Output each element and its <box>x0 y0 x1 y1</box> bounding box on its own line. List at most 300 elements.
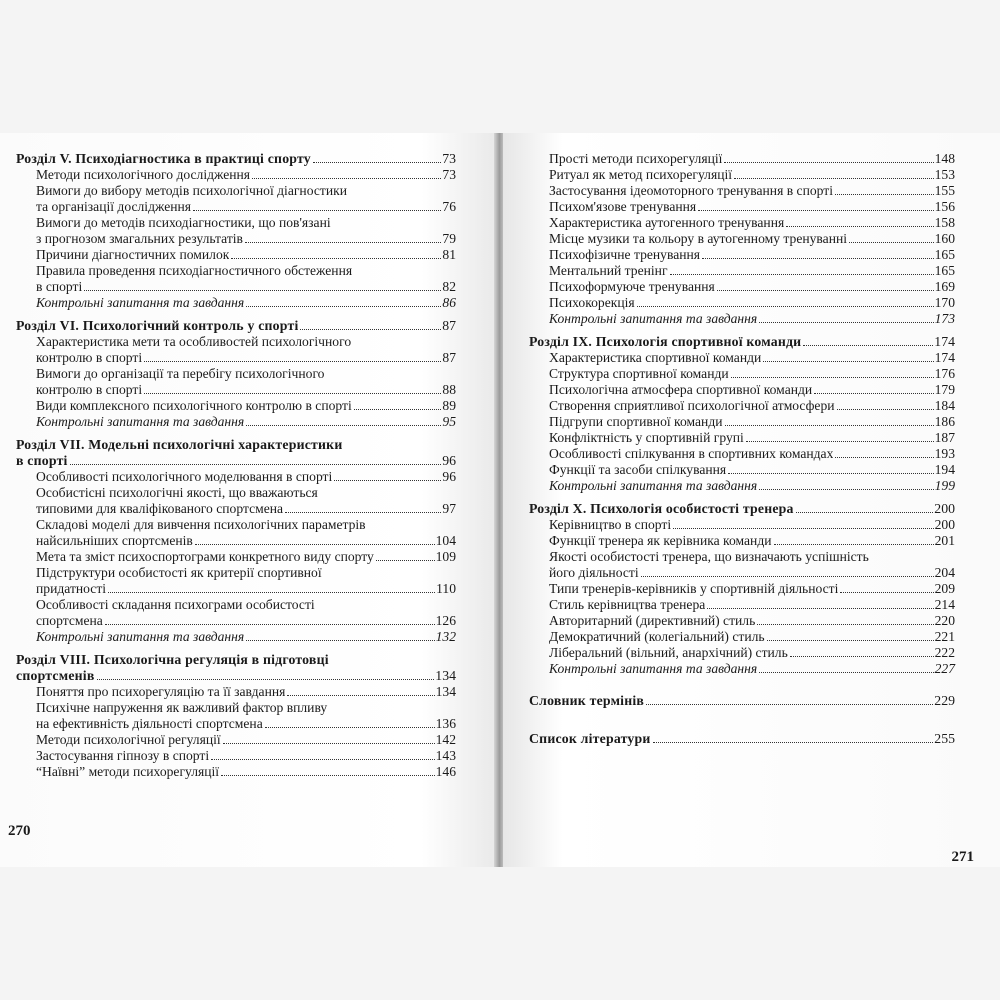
page-ref: 82 <box>442 279 456 294</box>
page-ref: 173 <box>934 311 955 326</box>
page-ref: 201 <box>934 533 955 548</box>
section-heading-block <box>16 437 456 469</box>
toc-item <box>549 430 955 446</box>
toc-item <box>549 462 955 478</box>
dot-leader <box>245 242 441 243</box>
page-ref: 200 <box>934 517 955 532</box>
section-heading-block <box>16 318 456 334</box>
toc-item <box>549 151 955 167</box>
toc-entry-title: Психоформуюче тренування <box>549 279 715 294</box>
toc-entry-title: Створення сприятливої психологічної атмосфери <box>549 398 835 413</box>
left-page <box>0 133 496 867</box>
section-heading <box>16 151 456 167</box>
toc-entry-line: Підструктури особистості як критерії спортивної <box>36 565 322 580</box>
toc-entry <box>36 350 456 366</box>
toc-item <box>549 517 955 533</box>
toc-item <box>549 279 955 295</box>
toc-entry-line: Вимоги до вибору методів психологічної діагностики <box>36 183 347 198</box>
toc-item <box>36 469 456 485</box>
dot-leader <box>246 306 441 307</box>
section-heading-title: Розділ VI. Психологічний контроль у спорті <box>16 318 299 333</box>
page-ref: 148 <box>934 151 955 166</box>
toc-item <box>36 549 456 565</box>
dot-leader <box>334 480 441 481</box>
page-ref: 153 <box>934 167 955 182</box>
dot-leader <box>646 704 933 705</box>
dot-leader <box>231 258 441 259</box>
section-heading <box>529 334 955 350</box>
toc-entry <box>36 549 456 565</box>
page-ref: 174 <box>934 334 955 349</box>
toc-entry-title: Підгрупи спортивної команди <box>549 414 723 429</box>
page-ref: 142 <box>435 732 456 747</box>
dot-leader <box>354 409 442 410</box>
page-ref: 165 <box>934 263 955 278</box>
toc-section <box>16 652 456 780</box>
toc-entry <box>36 748 456 764</box>
toc-entry <box>549 533 955 549</box>
toc-item <box>36 700 456 732</box>
toc-entry-title: Контрольні запитання та завдання <box>549 478 758 493</box>
toc-entry-title: Психом'язове тренування <box>549 199 697 214</box>
review-questions-entry <box>36 414 456 430</box>
toc-item <box>549 382 955 398</box>
dot-leader <box>796 512 934 513</box>
page-ref: 184 <box>934 398 955 413</box>
dot-leader <box>670 274 934 275</box>
dot-leader <box>313 162 441 163</box>
toc-item <box>549 613 955 629</box>
toc-entry-title: контролю в спорті <box>36 350 143 365</box>
standalone-title: Словник термінів <box>529 693 645 708</box>
toc-item <box>549 295 955 311</box>
toc-entry-title: Особливості спілкування в спортивних командах <box>549 446 834 461</box>
continued-section <box>529 151 955 327</box>
toc-entry-line: Особистісні психологічні якості, що вважаються <box>36 485 318 500</box>
page-ref: 79 <box>442 231 456 246</box>
toc-entry <box>549 398 955 414</box>
dot-leader <box>724 162 933 163</box>
page-ref: 221 <box>934 629 955 644</box>
dot-leader <box>221 775 435 776</box>
toc-item <box>549 597 955 613</box>
toc-entry-title: Психофізичне тренування <box>549 247 701 262</box>
dot-leader <box>376 560 435 561</box>
standalone-title: Список літератури <box>529 731 651 746</box>
dot-leader <box>717 290 934 291</box>
toc-entry-line: Вимоги до організації та перебігу психологічного <box>36 366 325 381</box>
toc-entry <box>549 247 955 263</box>
toc-item <box>36 215 456 247</box>
toc-entry-title: найсильніших спортсменів <box>36 533 193 548</box>
review-questions-entry <box>36 295 456 311</box>
dot-leader <box>698 210 933 211</box>
section-heading-block <box>16 151 456 167</box>
toc-entry <box>549 478 955 494</box>
dot-leader <box>759 672 933 673</box>
page-ref: 186 <box>934 414 955 429</box>
toc-entry-title: Застосування ідеомоторного тренування в спорті <box>549 183 833 198</box>
dot-leader <box>144 393 441 394</box>
page-ref: 96 <box>442 453 456 468</box>
toc-section <box>16 318 456 430</box>
page-ref: 134 <box>435 668 456 683</box>
dot-leader <box>702 258 934 259</box>
toc-entry-line: Складові моделі для вивчення психологічних параметрів <box>36 517 366 532</box>
toc-entry <box>549 517 955 533</box>
toc-entry-title: Характеристика спортивної команди <box>549 350 762 365</box>
toc-entry <box>36 581 456 597</box>
page-ref: 96 <box>442 469 456 484</box>
toc-entry-title: його діяльності <box>549 565 639 580</box>
dot-leader <box>725 425 934 426</box>
toc-entry-title: Ритуал як метод психорегуляції <box>549 167 733 182</box>
toc-subentries <box>529 151 955 327</box>
toc-entry <box>549 565 955 581</box>
toc-entry <box>36 199 456 215</box>
toc-entry <box>549 629 955 645</box>
page-ref: 158 <box>934 215 955 230</box>
right-page-number: 271 <box>951 849 974 865</box>
toc-entry-title: типовими для кваліфікованого спортсмена <box>36 501 284 516</box>
toc-entry-title: Контрольні запитання та завдання <box>549 311 758 326</box>
toc-entry-line: Вимоги до методів психодіагностики, що пов'язані <box>36 215 331 230</box>
toc-entry <box>549 382 955 398</box>
toc-entry-line: Якості особистості тренера, що визначають успішність <box>549 549 869 564</box>
toc-entry-title: Конфліктність у спортивній групі <box>549 430 744 445</box>
toc-entry <box>549 366 955 382</box>
review-questions-entry <box>549 311 955 327</box>
page-ref: 156 <box>934 199 955 214</box>
toc-entry-title: Поняття про психорегуляцію та її завдання <box>36 684 286 699</box>
page-ref: 143 <box>435 748 456 763</box>
page-ref: 204 <box>934 565 955 580</box>
section-heading-line: Розділ VIII. Психологічна регуляція в підготовці <box>16 652 329 667</box>
toc-entry-title: Ліберальний (вільний, анархічний) стиль <box>549 645 788 660</box>
toc-entry <box>529 731 955 747</box>
review-questions-entry <box>549 478 955 494</box>
section-heading <box>16 668 456 684</box>
page-ref: 179 <box>934 382 955 397</box>
toc-item <box>549 247 955 263</box>
page-ref: 126 <box>435 613 456 628</box>
dot-leader <box>728 473 933 474</box>
toc-entry <box>36 501 456 517</box>
toc-entry-title: спортсмена <box>36 613 103 628</box>
page-ref: 86 <box>442 295 456 310</box>
toc-entry <box>36 533 456 549</box>
page-ref: 200 <box>934 501 955 516</box>
glossary-entry <box>529 693 955 709</box>
toc-item <box>36 167 456 183</box>
dot-leader <box>637 306 934 307</box>
toc-entry-title: Психокорекція <box>549 295 635 310</box>
section-heading-block <box>16 652 456 684</box>
page-ref: 214 <box>934 597 955 612</box>
page-ref: 220 <box>934 613 955 628</box>
dot-leader <box>673 528 933 529</box>
toc-item <box>549 350 955 366</box>
toc-item <box>549 263 955 279</box>
toc-entry <box>36 279 456 295</box>
toc-item <box>36 597 456 629</box>
dot-leader <box>300 329 441 330</box>
dot-leader <box>287 695 434 696</box>
page-ref: 136 <box>435 716 456 731</box>
toc-section <box>529 501 955 677</box>
toc-entry-title: Ментальний тренінг <box>549 263 668 278</box>
section-heading-block <box>529 501 955 517</box>
toc-entry-line: Особливості складання психограми особистості <box>36 597 315 612</box>
dot-leader <box>105 624 435 625</box>
dot-leader <box>790 656 934 657</box>
toc-item <box>36 366 456 398</box>
toc-item <box>36 732 456 748</box>
right-page <box>503 133 1000 867</box>
toc-subentries <box>16 469 456 645</box>
dot-leader <box>759 489 933 490</box>
dot-leader <box>746 441 934 442</box>
page-ref: 199 <box>934 478 955 493</box>
page-ref: 146 <box>435 764 456 779</box>
page-ref: 87 <box>442 350 456 365</box>
dot-leader <box>849 242 934 243</box>
toc-entry-title: Мета та зміст психоспортограми конкретного виду спорту <box>36 549 374 564</box>
toc-entry <box>549 462 955 478</box>
toc-entry <box>549 597 955 613</box>
toc-subentries <box>16 684 456 780</box>
section-heading <box>16 318 456 334</box>
section-heading-block <box>529 334 955 350</box>
toc-entry <box>36 469 456 485</box>
toc-item <box>36 748 456 764</box>
dot-leader <box>774 544 934 545</box>
dot-leader <box>223 743 435 744</box>
section-heading-title: Розділ V. Психодіагностика в практиці спорту <box>16 151 311 166</box>
section-heading <box>529 501 955 517</box>
toc-item <box>36 684 456 700</box>
page-ref: 169 <box>934 279 955 294</box>
page-ref: 104 <box>435 533 456 548</box>
toc-entry-title: Контрольні запитання та завдання <box>36 629 245 644</box>
page-ref: 174 <box>934 350 955 365</box>
toc-entry <box>549 295 955 311</box>
toc-item <box>549 199 955 215</box>
toc-entry-title: Демократичний (колегіальний) стиль <box>549 629 765 644</box>
dot-leader <box>97 679 435 680</box>
toc-entry-title: Структура спортивної команди <box>549 366 729 381</box>
toc-entry-title: Причини діагностичних помилок <box>36 247 230 262</box>
toc-entry <box>36 167 456 183</box>
toc-entry-title: Місце музики та кольору в аутогенному тренуванні <box>549 231 848 246</box>
toc-entry-title: та організації дослідження <box>36 199 192 214</box>
page-ref: 73 <box>442 167 456 182</box>
page-ref: 187 <box>934 430 955 445</box>
toc-entry-title: Функції тренера як керівника команди <box>549 533 772 548</box>
dot-leader <box>731 377 934 378</box>
page-ref: 109 <box>435 549 456 564</box>
section-heading-title: Розділ X. Психологія особистості тренера <box>529 501 794 516</box>
dot-leader <box>144 361 441 362</box>
dot-leader <box>246 640 434 641</box>
toc-entry <box>36 613 456 629</box>
page-ref: 97 <box>442 501 456 516</box>
toc-item <box>549 446 955 462</box>
page-ref: 95 <box>442 414 456 429</box>
page-ref: 76 <box>442 199 456 214</box>
toc-item <box>549 215 955 231</box>
right-table-of-contents <box>529 151 955 769</box>
toc-entry-title: Характеристика аутогенного тренування <box>549 215 785 230</box>
toc-item <box>549 183 955 199</box>
toc-entry <box>36 398 456 414</box>
toc-entry <box>36 414 456 430</box>
dot-leader <box>641 576 934 577</box>
toc-subentries <box>16 167 456 311</box>
dot-leader <box>763 361 933 362</box>
dot-leader <box>803 345 933 346</box>
page-ref: 155 <box>934 183 955 198</box>
dot-leader <box>757 624 933 625</box>
toc-entry-title: Особливості психологічного моделювання в спорті <box>36 469 333 484</box>
book-spread <box>0 133 1000 867</box>
dot-leader <box>193 210 441 211</box>
toc-entry-title: Стиль керівництва тренера <box>549 597 706 612</box>
dot-leader <box>734 178 934 179</box>
toc-entry <box>549 279 955 295</box>
dot-leader <box>84 290 441 291</box>
page-ref: 209 <box>934 581 955 596</box>
toc-entry-title: Функції та засоби спілкування <box>549 462 727 477</box>
toc-entry-title: Види комплексного психологічного контролю в спорті <box>36 398 352 413</box>
dot-leader <box>835 194 934 195</box>
toc-item <box>549 414 955 430</box>
dot-leader <box>246 425 441 426</box>
toc-entry <box>36 382 456 398</box>
toc-item <box>549 533 955 549</box>
toc-item <box>549 645 955 661</box>
left-page-number: 270 <box>8 823 31 839</box>
toc-item <box>36 334 456 366</box>
bibliography-entry <box>529 731 955 747</box>
toc-subentries <box>529 517 955 677</box>
toc-entry <box>549 661 955 677</box>
toc-entry-title: з прогнозом змагальних результатів <box>36 231 243 246</box>
toc-entry-title: придатності <box>36 581 107 596</box>
toc-entry <box>549 151 955 167</box>
toc-entry <box>549 199 955 215</box>
toc-entry-title: Контрольні запитання та завдання <box>36 295 245 310</box>
dot-leader <box>252 178 441 179</box>
toc-entry <box>549 350 955 366</box>
toc-entry <box>549 581 955 597</box>
dot-leader <box>814 393 933 394</box>
toc-entry-line: Правила проведення психодіагностичного обстеження <box>36 263 353 278</box>
toc-item <box>36 398 456 414</box>
toc-item <box>36 764 456 780</box>
dot-leader <box>837 409 934 410</box>
toc-entry <box>36 764 456 780</box>
page-ref: 176 <box>934 366 955 381</box>
toc-entry-title: Контрольні запитання та завдання <box>36 414 245 429</box>
toc-item <box>36 565 456 597</box>
page-ref: 222 <box>934 645 955 660</box>
toc-entry-title: Методи психологічного дослідження <box>36 167 251 182</box>
toc-entry <box>36 629 456 645</box>
toc-entry <box>36 684 456 700</box>
toc-item <box>549 398 955 414</box>
toc-item <box>549 366 955 382</box>
toc-entry-title: Психологічна атмосфера спортивної команди <box>549 382 813 397</box>
section-heading-title: спортсменів <box>16 668 95 683</box>
section-heading-title: в спорті <box>16 453 68 468</box>
dot-leader <box>786 226 933 227</box>
toc-entry <box>529 693 955 709</box>
toc-entry <box>549 263 955 279</box>
dot-leader <box>211 759 434 760</box>
toc-entry <box>549 446 955 462</box>
page-ref: 89 <box>442 398 456 413</box>
page-ref: 132 <box>435 629 456 644</box>
toc-section <box>529 334 955 494</box>
dot-leader <box>835 457 933 458</box>
dot-leader <box>653 742 934 743</box>
page-ref: 87 <box>442 318 456 333</box>
toc-entry <box>549 183 955 199</box>
page-ref: 81 <box>442 247 456 262</box>
toc-entry <box>36 295 456 311</box>
toc-item <box>549 167 955 183</box>
page-ref: 255 <box>934 731 955 746</box>
page-ref: 160 <box>934 231 955 246</box>
toc-entry <box>549 167 955 183</box>
toc-section <box>16 151 456 311</box>
dot-leader <box>108 592 435 593</box>
page-ref: 88 <box>442 382 456 397</box>
toc-entry <box>549 231 955 247</box>
toc-section <box>16 437 456 645</box>
dot-leader <box>759 322 933 323</box>
page-ref: 110 <box>436 581 456 596</box>
left-table-of-contents <box>16 151 456 787</box>
dot-leader <box>70 464 442 465</box>
toc-entry <box>36 732 456 748</box>
toc-entry-title: Методи психологічної регуляції <box>36 732 221 747</box>
page-ref: 73 <box>442 151 456 166</box>
page-ref: 134 <box>435 684 456 699</box>
page-ref: 193 <box>934 446 955 461</box>
section-heading-title: Розділ IX. Психологія спортивної команди <box>529 334 802 349</box>
toc-entry <box>549 430 955 446</box>
page-ref: 194 <box>934 462 955 477</box>
toc-entry-title: Керівництво в спорті <box>549 517 672 532</box>
toc-item <box>36 485 456 517</box>
section-heading <box>16 453 456 469</box>
toc-item <box>36 247 456 263</box>
toc-entry <box>549 613 955 629</box>
toc-entry-title: “Наївні” методи психорегуляції <box>36 764 220 779</box>
dot-leader <box>707 608 933 609</box>
toc-entry <box>549 215 955 231</box>
toc-entry <box>36 716 456 732</box>
toc-item <box>36 263 456 295</box>
toc-entry-title: Контрольні запитання та завдання <box>549 661 758 676</box>
toc-subentries <box>529 350 955 494</box>
toc-entry <box>549 311 955 327</box>
toc-entry-title: Прості методи психорегуляції <box>549 151 723 166</box>
toc-entry-title: Авторитарний (директивний) стиль <box>549 613 756 628</box>
toc-item <box>36 183 456 215</box>
